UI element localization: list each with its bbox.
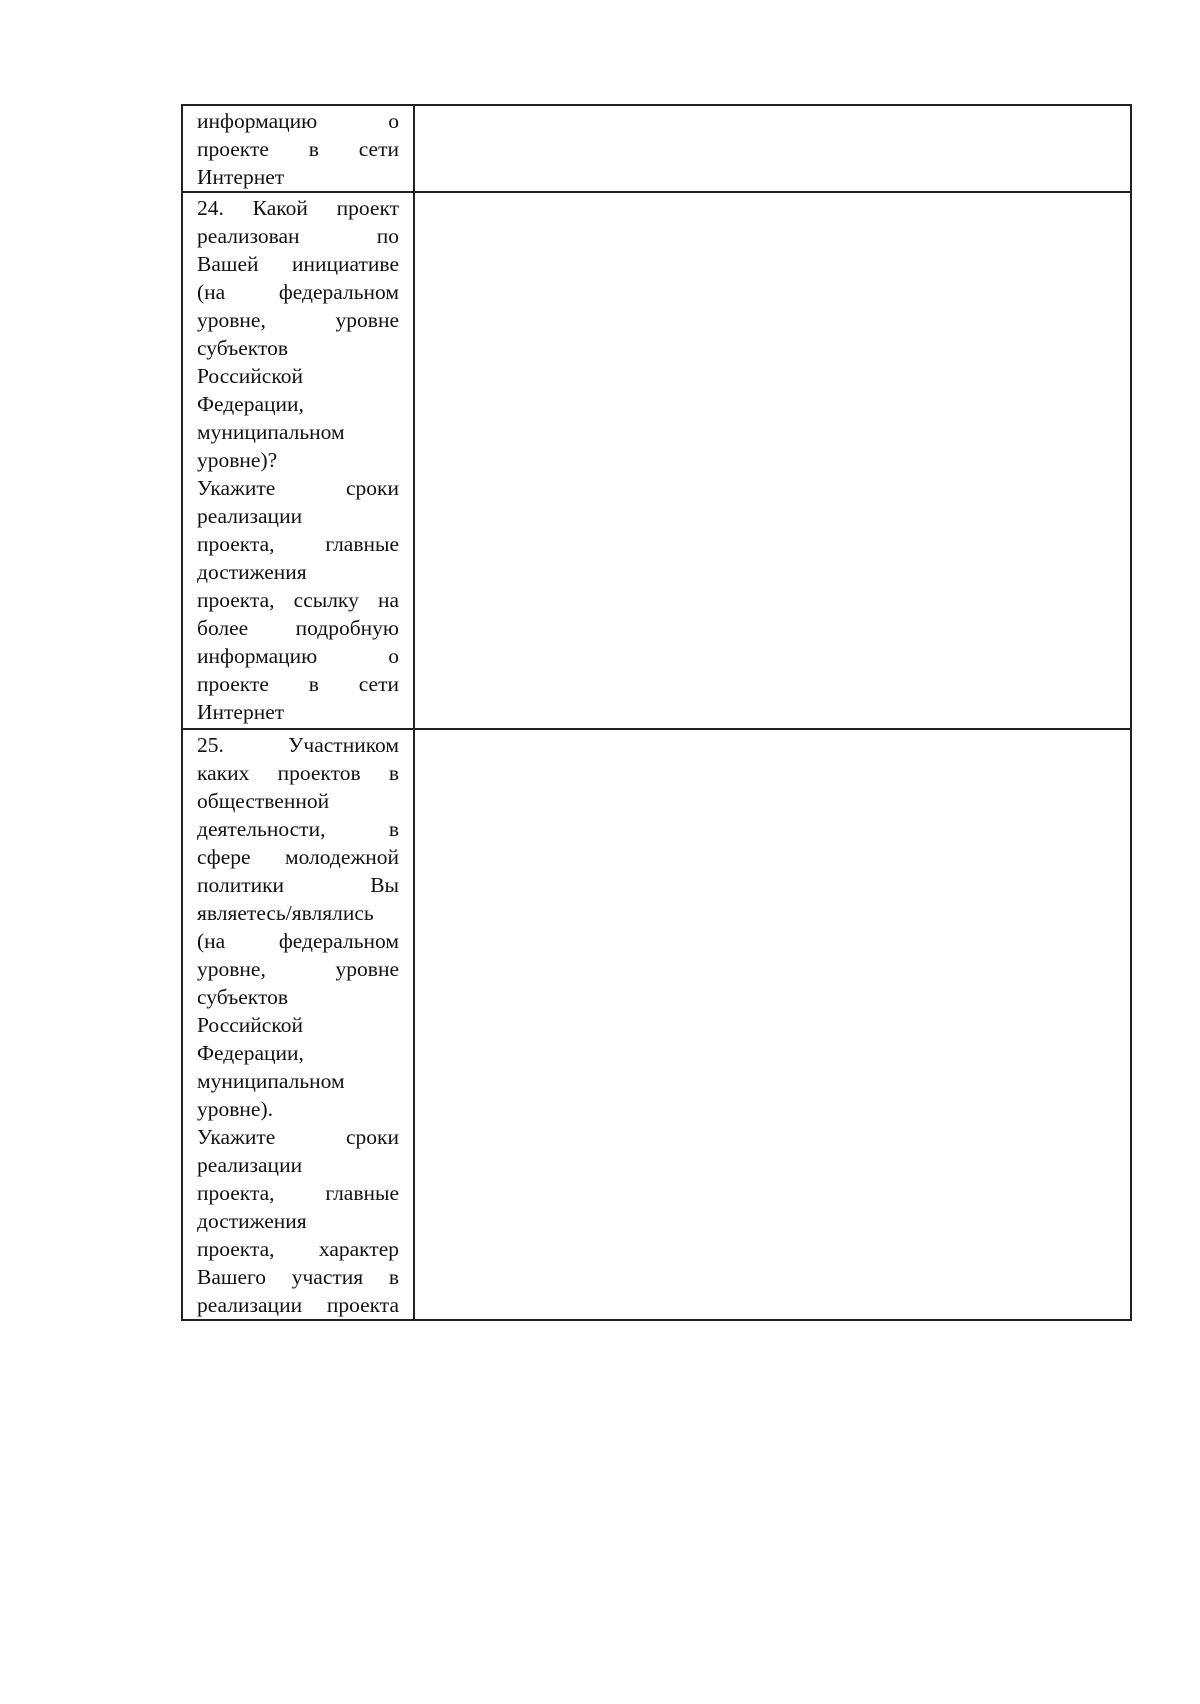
question-line: информацию о [197, 644, 399, 668]
question-line: 24. Какой проект [197, 196, 399, 220]
question-line: проекта, главные [197, 1181, 399, 1205]
question-line: Российской [197, 364, 303, 388]
question-line: Укажите сроки [197, 1125, 399, 1149]
question-line: информацию о [197, 109, 399, 133]
answer-cell[interactable] [414, 192, 1131, 729]
table-row [182, 729, 1131, 1320]
question-line: каких проектов в [197, 761, 399, 785]
question-line: (на федеральном [197, 280, 399, 304]
question-line: уровне). [197, 1097, 273, 1121]
question-cell [182, 105, 414, 192]
question-line: (на федеральном [197, 929, 399, 953]
question-line: Укажите сроки [197, 476, 399, 500]
question-line: субъектов [197, 336, 288, 360]
table-row [182, 105, 1131, 192]
question-line: являетесь/являлись [197, 901, 374, 925]
question-line: реализации [197, 504, 303, 528]
questionnaire-table [181, 104, 1132, 1321]
question-line: политики Вы [197, 873, 399, 897]
question-line: проекта, ссылку на [197, 588, 399, 612]
question-line: муниципальном [197, 1069, 345, 1093]
answer-cell[interactable] [414, 729, 1131, 1320]
question-line: достижения [197, 560, 307, 584]
question-line: Интернет [197, 165, 285, 189]
question-line: общественной [197, 789, 330, 813]
question-line: Российской [197, 1013, 303, 1037]
question-line: субъектов [197, 985, 288, 1009]
question-line: реализован по [197, 224, 399, 248]
question-cell [182, 192, 414, 729]
question-line: более подробную [197, 616, 399, 640]
question-line: уровне)? [197, 448, 278, 472]
question-line: проекте в сети [197, 672, 399, 696]
question-line: проекта, характер [197, 1237, 399, 1261]
question-line: Вашей инициативе [197, 252, 399, 276]
question-line: Интернет [197, 700, 285, 724]
question-line: муниципальном [197, 420, 345, 444]
question-line: реализации проекта [197, 1293, 399, 1317]
question-line: Федерации, [197, 392, 304, 416]
question-line: деятельности, в [197, 817, 399, 841]
question-line: уровне, уровне [197, 957, 399, 981]
table-row [182, 192, 1131, 729]
question-line: проекта, главные [197, 532, 399, 556]
question-line: проекте в сети [197, 137, 399, 161]
question-line: сфере молодежной [197, 845, 399, 869]
question-line: 25. Участником [197, 733, 399, 757]
question-line: уровне, уровне [197, 308, 399, 332]
question-cell [182, 729, 414, 1320]
question-line: Федерации, [197, 1041, 304, 1065]
answer-cell[interactable] [414, 105, 1131, 192]
question-line: Вашего участия в [197, 1265, 399, 1289]
question-line: достижения [197, 1209, 307, 1233]
question-line: реализации [197, 1153, 303, 1177]
